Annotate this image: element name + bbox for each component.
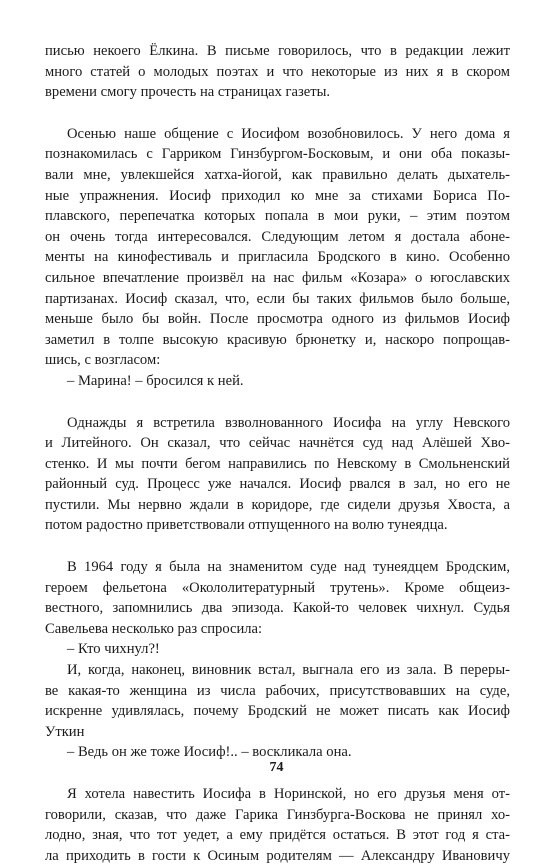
text-line: районный суд. Процесс уже начался. Иосиф рвался в зал, но его не — [45, 476, 510, 493]
text-line: Осенью наше общение с Иосифом возобновилось. У него дома я — [67, 125, 510, 142]
text-line: меньше было бы войн. После просмотра одного из фильмов Иосиф — [45, 311, 510, 328]
text-line: партизанах. Иосиф сказал, что, если бы таких фильмов было больше, — [45, 290, 510, 307]
paragraph — [45, 124, 510, 392]
text-line: плавского, перепечатка которых попала в мои руки, – этим поэтом — [45, 208, 510, 225]
text-line: менты на кинофестиваль и пригласила Бродского в кино. Особенно — [45, 249, 510, 266]
text-line: – Марина! – бросился к ней. — [67, 372, 244, 389]
text-line: лодно, зная, что тот уедет, а ему придётся остаться. В этот год я ста- — [45, 827, 510, 844]
paragraph-gap — [45, 103, 510, 124]
text-line: Савельева несколько раз спросила: — [45, 620, 263, 637]
text-line: Я хотела навестить Иосифа в Норинской, но его друзья меня от- — [67, 786, 510, 802]
text-line: стенко. И мы почти бегом направились по Невскому в Смольненский — [45, 455, 510, 472]
text-line: искренне удивлялась, почему Бродский не может писать как Иосиф — [45, 703, 510, 720]
page-body-text — [45, 41, 510, 866]
text-line: и Литейного. Он сказал, что сейчас начнётся суд над Алёшей Хво- — [45, 435, 510, 452]
text-line: много статей о молодых поэтах и что некоторые из них я в скором — [45, 63, 510, 80]
text-line: шись, с возгласом: — [45, 352, 161, 369]
paragraph — [45, 41, 510, 103]
text-line: – Кто чихнул?! — [67, 641, 160, 658]
text-line: В 1964 году я была на знаменитом суде над тунеядцем Бродским, — [67, 559, 510, 576]
paragraph — [45, 557, 510, 763]
paragraph — [45, 784, 510, 866]
text-line: И, когда, наконец, виновник встал, выгнала его из зала. В переры- — [67, 662, 510, 679]
text-line: ные упражнения. Иосиф приходил ко мне за стихами Бориса По- — [45, 187, 510, 204]
text-line: сильное впечатление произвёл на нас фильм «Козара» о югославских — [45, 269, 510, 286]
text-line: – Ведь он же тоже Иосиф!.. – воскликала она. — [67, 744, 352, 761]
page-number: 74 — [269, 760, 284, 775]
text-line: писью некоего Ёлкина. В письме говорилось, что в редакции лежит — [45, 43, 510, 59]
text-line: вестного, запомнились два эпизода. Какой-то человек чихнул. Судья — [45, 600, 510, 617]
text-line: ве какая-то женщина из числа рабочих, присутствовавших на суде, — [45, 682, 510, 699]
text-line: вали мне, увлекшейся хатха-йогой, как правильно делать дыхатель- — [45, 166, 510, 183]
text-line: говорили, сказав, что даже Гарика Гинзбурга-Воскова не принял хо- — [45, 806, 510, 823]
text-line: Однажды я встретила взволнованного Иосифа на углу Невского — [67, 414, 510, 431]
paragraph — [45, 413, 510, 537]
text-line: героем фельетона «Окололитературный трутень». Кроме общеиз- — [45, 579, 510, 596]
text-line: заметил в толпе высокую красивую брюнетку и, наскоро попрощав- — [45, 331, 510, 348]
text-line: пустили. Мы нервно ждали в коридоре, где сидели друзья Хвоста, а — [45, 496, 510, 513]
paragraph-gap — [45, 536, 510, 557]
text-line: Уткин — [45, 723, 85, 740]
paragraph-gap — [45, 392, 510, 413]
text-line: времени смогу прочесть на страницах газеты. — [45, 84, 331, 101]
text-line: познакомилась с Гарриком Гинзбургом-Босковым, и они оба показы- — [45, 146, 510, 163]
text-line: потом радостно приветствовали отпущенного на волю тунеядца. — [45, 517, 448, 534]
text-line: он очень тогда интересовался. Следующим летом я достала абоне- — [45, 228, 510, 245]
text-line: ла приходить в гости к Осиным родителям — Александру Ивановичу — [45, 847, 510, 864]
